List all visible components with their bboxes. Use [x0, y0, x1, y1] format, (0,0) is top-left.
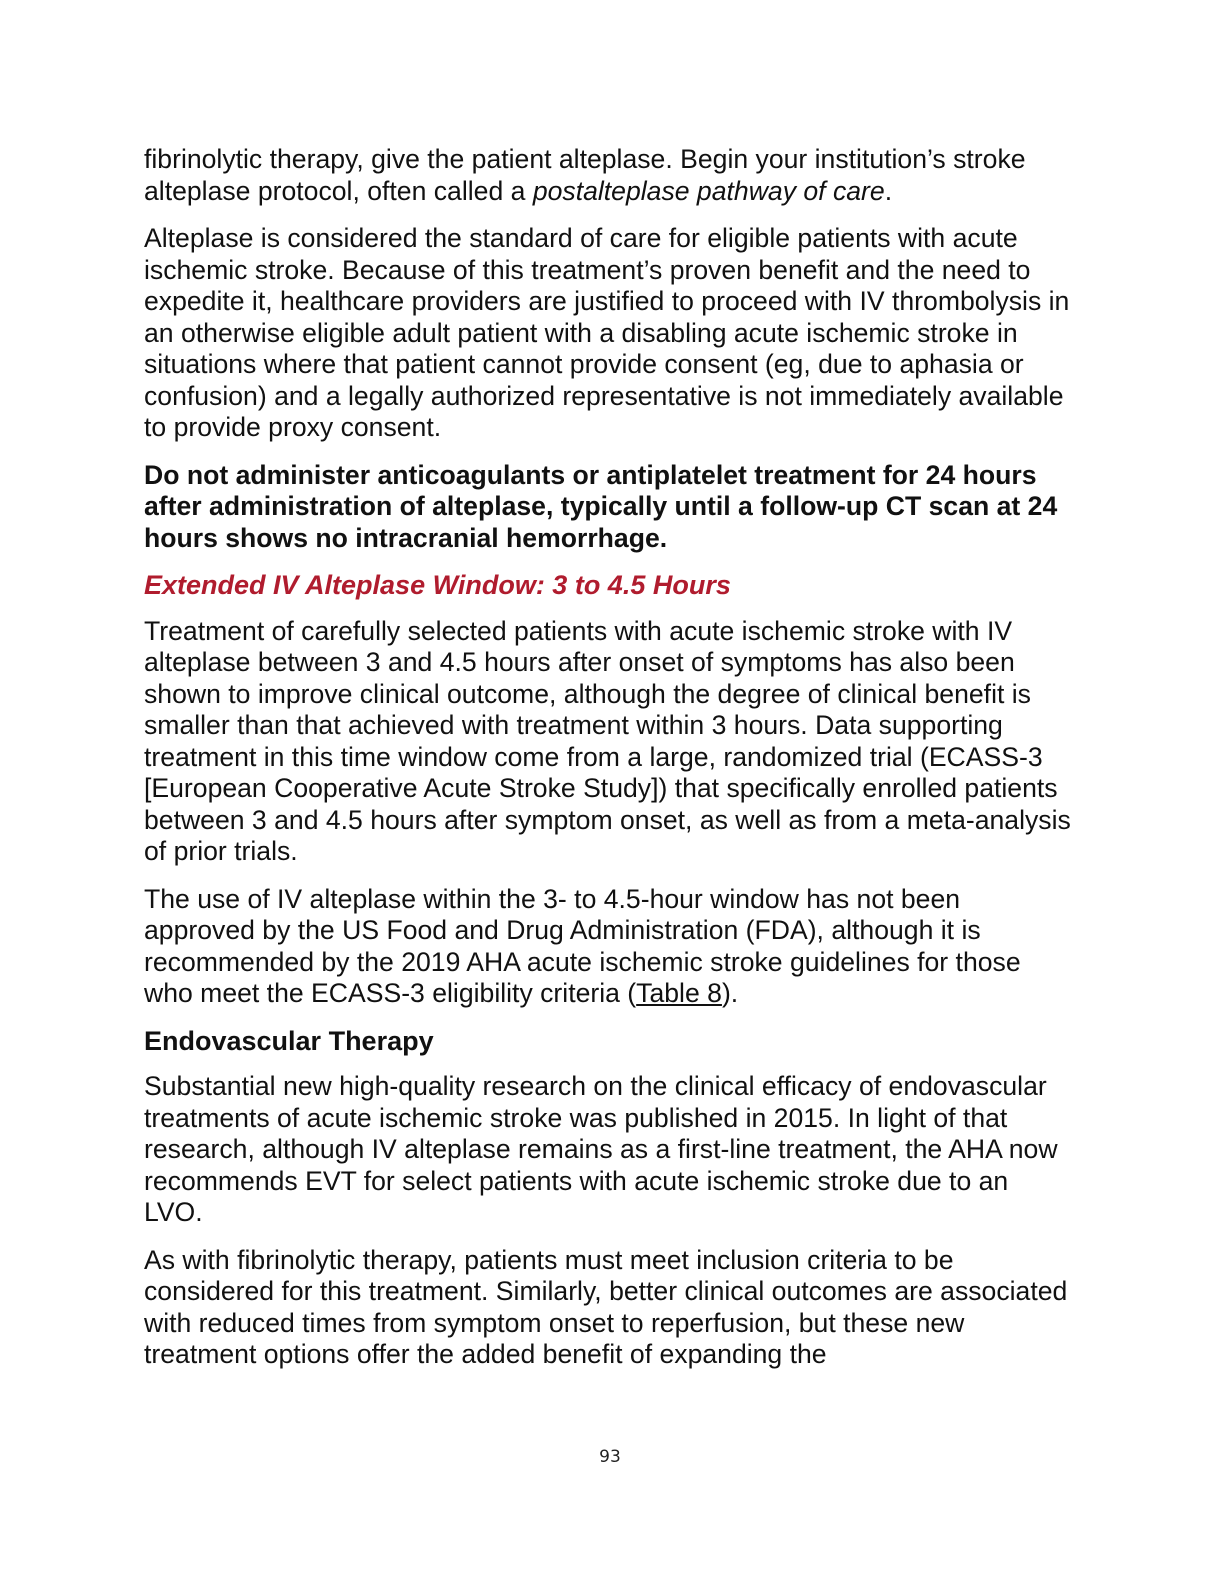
- paragraph-inclusion-criteria: As with fibrinolytic therapy, patients must meet inclusion criteria to be considered for this treatment. Similarly, better clinical outcomes are associated with reduced times from symptom onset to reperfusion, but these new treatment options offer the added benefit of expanding the: [144, 1244, 1068, 1369]
- paragraph-extended-window: Treatment of carefully selected patients with acute ischemic stroke with IV alteplase between 3 and 4.5 hours after onset of symptoms has also been shown to improve clinical outcome, although the degree of clinical benefit is smaller than that achieved with treatment within 3 hours. Data supporting treatment in this time window come from a large, randomized trial (ECASS-3 [European Cooperative Acute Stroke Study]) that specifically enrolled patients between 3 and 4.5 hours after symptom onset, as well as from a meta-analysis of prior trials.: [144, 615, 1071, 866]
- paragraph-fda-approval: The use of IV alteplase within the 3- to 4.5-hour window has not been approved by the US Food and Drug Administration (FDA), although it is recommended by the 2019 AHA acute ischemic stroke guidelines for those who meet the ECASS-3 eligibility criteria (Table 8).: [144, 883, 1021, 1008]
- table-8-link[interactable]: Table 8: [636, 978, 722, 1008]
- heading-endovascular-therapy: Endovascular Therapy: [144, 1025, 434, 1056]
- document-page: [144, 144, 1074, 1387]
- paragraph-postalteplase: fibrinolytic therapy, give the patient alteplase. Begin your institution’s stroke alteplase protocol, often called a postalteplase pathway of care.: [144, 144, 1026, 206]
- paragraph-standard-of-care: Alteplase is considered the standard of care for eligible patients with acute ischemic stroke. Because of this treatment’s proven benefit and the need to expedite it, healthcare providers are justified to proceed with IV thrombolysis in an otherwise eligible adult patient with a disabling acute ischemic stroke in situations where that patient cannot provide consent (eg, due to aphasia or confusion) and a legally authorized representative is not immediately available to provide proxy consent.: [144, 223, 1070, 442]
- anticoagulant-warning: Do not administer anticoagulants or antiplatelet treatment for 24 hours after administration of alteplase, typically until a follow-up CT scan at 24 hours shows no intracranial hemorrhage.: [144, 459, 1058, 553]
- heading-extended-window: Extended IV Alteplase Window: 3 to 4.5 Hours: [144, 570, 731, 600]
- postalteplase-term: postalteplase pathway of care: [532, 175, 885, 206]
- paragraph-endovascular-research: Substantial new high-quality research on the clinical efficacy of endovascular treatments of acute ischemic stroke was published in 2015. In light of that research, although IV alteplase remains as a first-line treatment, the AHA now recommends EVT for select patients with acute ischemic stroke due to an LVO.: [144, 1071, 1058, 1227]
- page-number: 93: [599, 1447, 621, 1467]
